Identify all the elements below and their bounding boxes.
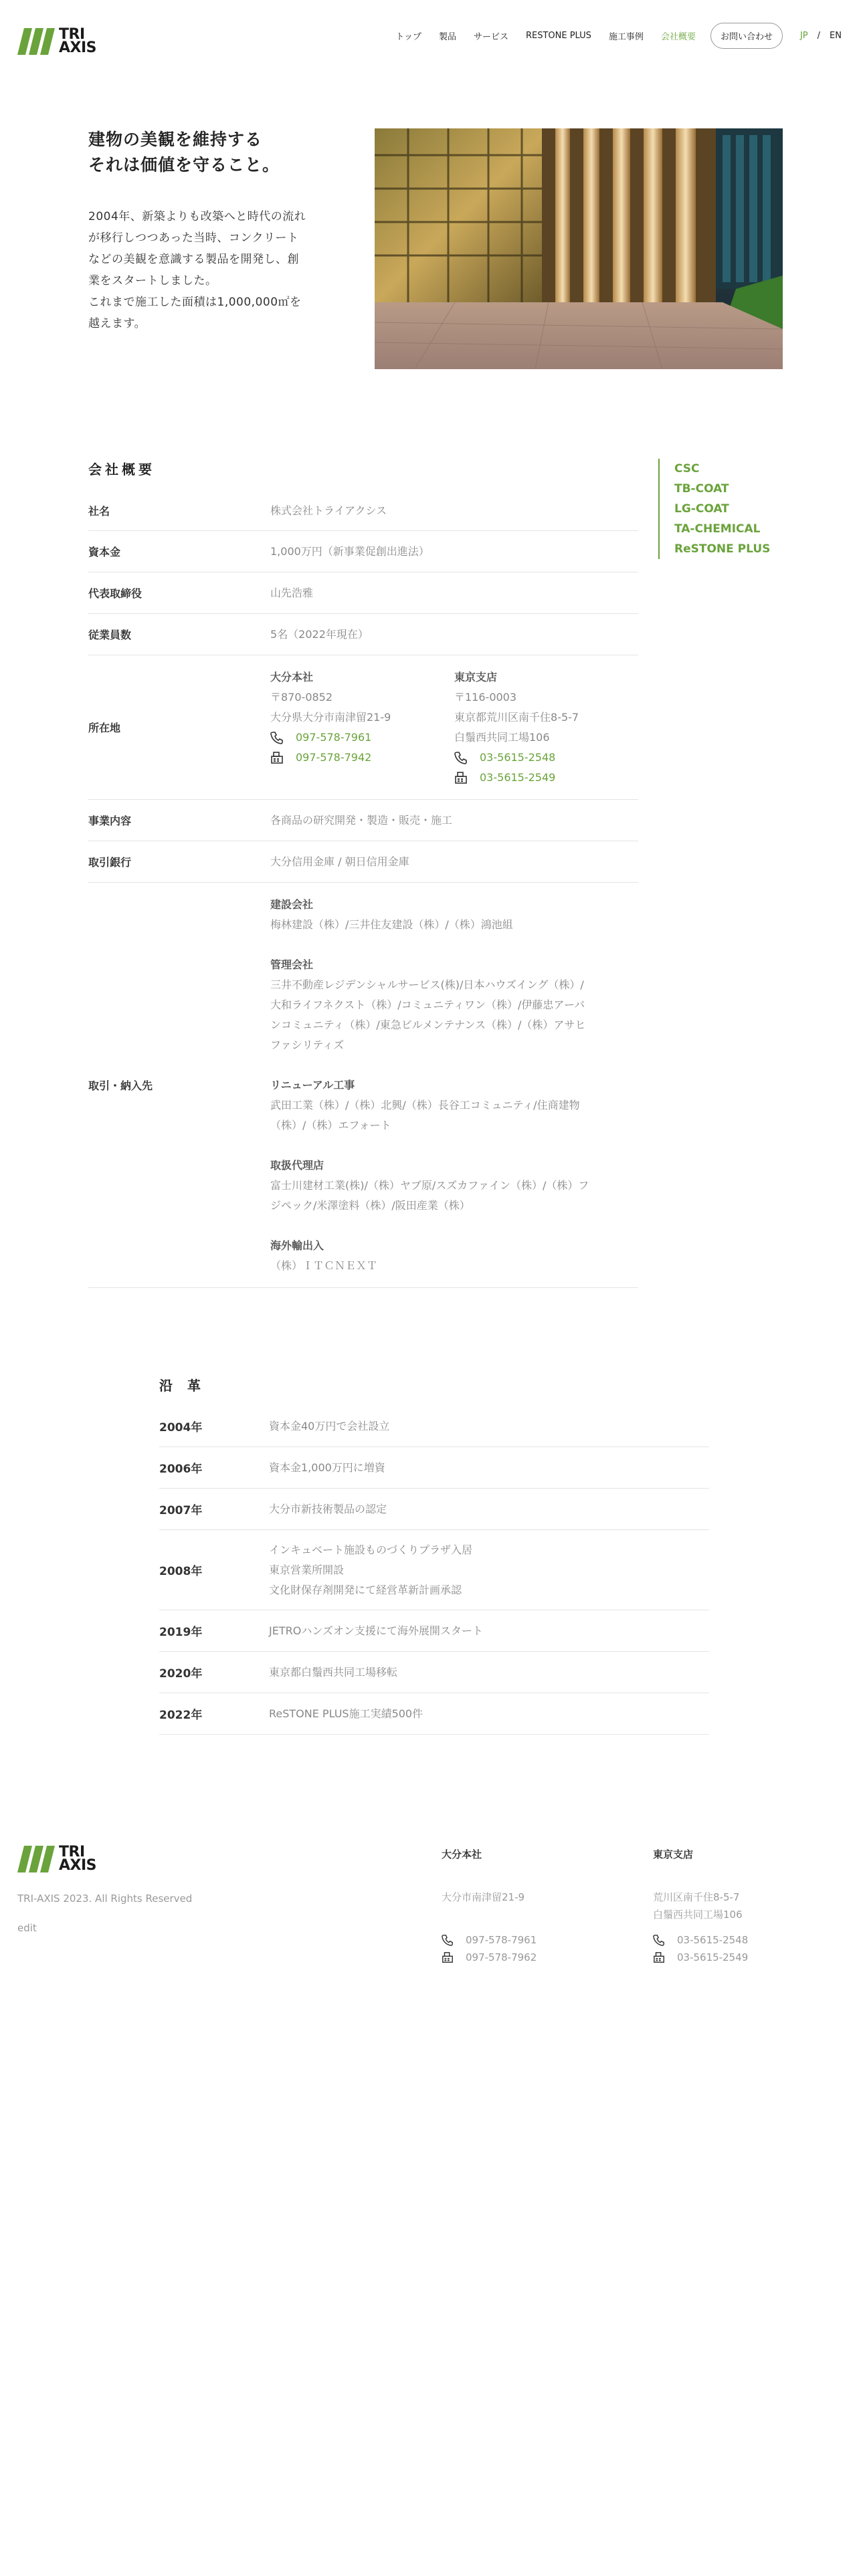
history-year: 2007年 <box>159 1504 203 1517</box>
row-value: 大分信用金庫 / 朝日信用金庫 <box>270 855 409 868</box>
history-row <box>159 1530 709 1610</box>
row-label: 資本金 <box>88 546 121 558</box>
footer-office-title: 東京支店 <box>653 1848 694 1860</box>
nav-item-top[interactable]: トップ <box>395 32 421 42</box>
phone-line[interactable]: 097-578-7961 <box>270 728 454 748</box>
logo-wordmark: TRI AXIS <box>59 1844 97 1874</box>
office-address-2: 白鬚西共同工場106 <box>454 730 550 744</box>
row-label: 代表取締役 <box>88 587 142 600</box>
overview-heading: 会社概要 <box>88 461 155 477</box>
fax-icon <box>454 771 468 784</box>
address-tokyo <box>454 667 638 788</box>
history-year: 2019年 <box>159 1626 203 1639</box>
main-nav <box>378 23 842 49</box>
contact-button[interactable]: お問い合わせ <box>710 23 783 49</box>
lang-en-link[interactable]: EN <box>830 31 842 41</box>
footer-office-title: 大分本社 <box>442 1848 482 1860</box>
fax-line[interactable]: 097-578-7942 <box>270 748 454 768</box>
history-events: JETROハンズオン支援にて海外展開スタート <box>269 1624 483 1637</box>
address-hq <box>270 667 454 788</box>
office-name: 大分本社 <box>270 670 314 683</box>
nav-item-works[interactable]: 施工事例 <box>608 32 644 42</box>
office-address: 大分県大分市南津留21-9 <box>270 710 391 724</box>
history-table <box>159 1406 709 1735</box>
logo-stripes-icon <box>17 1846 58 1872</box>
phone-line[interactable]: 03-5615-2548 <box>454 748 638 768</box>
history-row <box>159 1693 709 1735</box>
site-logo[interactable] <box>17 28 96 55</box>
row-value: 5名（2022年現在） <box>270 627 369 641</box>
history-row <box>159 1610 709 1652</box>
history-events: ReSTONE PLUS施工実績500件 <box>269 1707 423 1720</box>
fax-line[interactable]: 03-5615-2549 <box>454 768 638 788</box>
history-events: 資本金40万円で会社設立 <box>269 1419 390 1432</box>
footer-office-address: 荒川区南千住8-5-7 <box>653 1891 740 1903</box>
product-side-nav <box>658 459 770 559</box>
nav-item-products[interactable]: 製品 <box>438 32 456 42</box>
logo-wordmark: TRI AXIS <box>59 26 97 56</box>
row-label: 取引・納入先 <box>88 1079 153 1092</box>
row-label: 従業員数 <box>88 629 132 641</box>
row-label: 取引銀行 <box>88 856 132 869</box>
logo-stripes-icon <box>17 28 58 55</box>
row-value: 山先浩雅 <box>270 586 314 599</box>
footer-phone[interactable]: 03-5615-2548 <box>653 1931 748 1949</box>
history-year: 2006年 <box>159 1463 203 1476</box>
history-row <box>159 1447 709 1489</box>
partner-group: 建設会社 梅林建設（株）/三井住友建設（株）/（株）鴻池組 <box>270 897 513 931</box>
partner-group: 管理会社 三井不動産レジデンシャルサービス(株)/日本ハウズイング（株）/ 大和ライフネクスト（株）/コミュニティワン（株）/伊藤忠アーバ ンコミュニティ（株）/東急ビルメンテナンス（株）/（株）アサヒ ファシリティズ <box>270 958 586 1051</box>
footer-office-address: 大分市南津留21-9 <box>442 1891 525 1903</box>
office-zip: 〒870-0852 <box>270 690 333 704</box>
history-events: 大分市新技術製品の認定 <box>269 1502 387 1515</box>
partner-group: 海外輸出入 （株）ＩＴＣＮＥＸＴ <box>270 1239 378 1272</box>
side-nav-item-ta-chemical[interactable]: TA-CHEMICAL <box>674 522 761 536</box>
phone-icon <box>270 731 284 744</box>
site-header <box>0 0 859 80</box>
lang-jp-link[interactable]: JP <box>799 31 808 41</box>
side-nav-item-csc[interactable]: CSC <box>674 462 700 475</box>
phone-icon <box>653 1934 665 1946</box>
side-nav-item-lg-coat[interactable]: LG-COAT <box>674 502 729 516</box>
table-row <box>88 491 638 531</box>
footer-phone[interactable]: 097-578-7961 <box>442 1931 537 1949</box>
row-value: 各商品の研究開発・製造・販売・施工 <box>270 813 453 827</box>
table-row <box>88 531 638 572</box>
row-value: 1,000万円（新事業促創出進法） <box>270 544 430 558</box>
footer-edit-link[interactable]: edit <box>17 1922 37 1934</box>
partner-group: リニューアル工事 武田工業（株）/（株）北興/（株）長谷工コミュニティ/住商建物 （株）/（株）エフォート <box>270 1078 580 1132</box>
lang-separator: / <box>817 31 821 41</box>
footer-office-tokyo <box>653 1846 748 1966</box>
table-row <box>88 800 638 841</box>
phone-icon <box>454 751 468 764</box>
footer-fax[interactable]: 03-5615-2549 <box>653 1949 748 1966</box>
history-events: 資本金1,000万円に増資 <box>269 1461 385 1474</box>
nav-item-restone-plus[interactable]: RESTONE PLUS <box>525 31 591 41</box>
office-name: 東京支店 <box>454 670 498 683</box>
history-row <box>159 1406 709 1447</box>
history-row <box>159 1489 709 1530</box>
table-row-partners <box>88 883 638 1288</box>
history-year: 2022年 <box>159 1709 203 1722</box>
side-nav-item-restone-plus[interactable]: ReSTONE PLUS <box>674 542 771 556</box>
office-zip: 〒116-0003 <box>454 690 517 704</box>
overview-table <box>88 491 638 1288</box>
table-row <box>88 614 638 655</box>
phone-icon <box>442 1934 454 1946</box>
footer-office-address-2: 白鬚西共同工場106 <box>653 1909 743 1921</box>
nav-item-services[interactable]: サービス <box>473 32 508 42</box>
fax-icon <box>270 751 284 764</box>
history-year: 2020年 <box>159 1667 203 1681</box>
history-row <box>159 1652 709 1693</box>
footer-office-hq <box>442 1846 537 1966</box>
row-value: 株式会社トライアクシス <box>270 504 387 517</box>
partners-list <box>270 895 638 1276</box>
row-label: 所在地 <box>88 722 121 734</box>
partner-group: 取扱代理店 富士川建材工業(株)/（株）ヤブ原/スズカファイン（株）/（株）フ ジペック/米澤塗料（株）/阪田産業（株） <box>270 1158 589 1212</box>
nav-item-company[interactable]: 会社概要 <box>660 32 696 42</box>
fax-icon <box>442 1951 454 1963</box>
footer-logo[interactable] <box>17 1846 96 1872</box>
office-address: 東京都荒川区南千住8-5-7 <box>454 710 579 724</box>
row-label: 事業内容 <box>88 815 132 827</box>
table-row <box>88 572 638 614</box>
table-row <box>88 841 638 883</box>
address-columns <box>270 667 638 788</box>
footer-copyright: TRI-AXIS 2023. All Rights Reserved <box>17 1893 193 1905</box>
hero-title: 建物の美観を維持する それは価値を守ること。 <box>88 130 280 175</box>
history-heading: 沿革 <box>159 1378 215 1394</box>
history-events: 東京都白鬚西共同工場移転 <box>269 1665 398 1679</box>
table-row-address <box>88 655 638 800</box>
side-nav-item-tb-coat[interactable]: TB-COAT <box>674 482 729 496</box>
hero-building-photo <box>375 128 783 369</box>
history-year: 2004年 <box>159 1421 203 1434</box>
fax-icon <box>653 1951 665 1963</box>
history-year: 2008年 <box>159 1565 203 1578</box>
footer-fax[interactable]: 097-578-7962 <box>442 1949 537 1966</box>
hero-description: 2004年、新築よりも改築へと時代の流れ が移行しつつあった当時、コンクリート などの美観を意識する製品を開発し、創 業をスタートしました。 これまで施工した面積は1,000,000㎡を 越えます。 <box>88 210 306 330</box>
history-events: インキュベート施設ものづくりプラザ入居 東京営業所開設 文化財保存剤開発にて経営革新計画承認 <box>269 1543 473 1596</box>
row-label: 社名 <box>88 505 110 518</box>
